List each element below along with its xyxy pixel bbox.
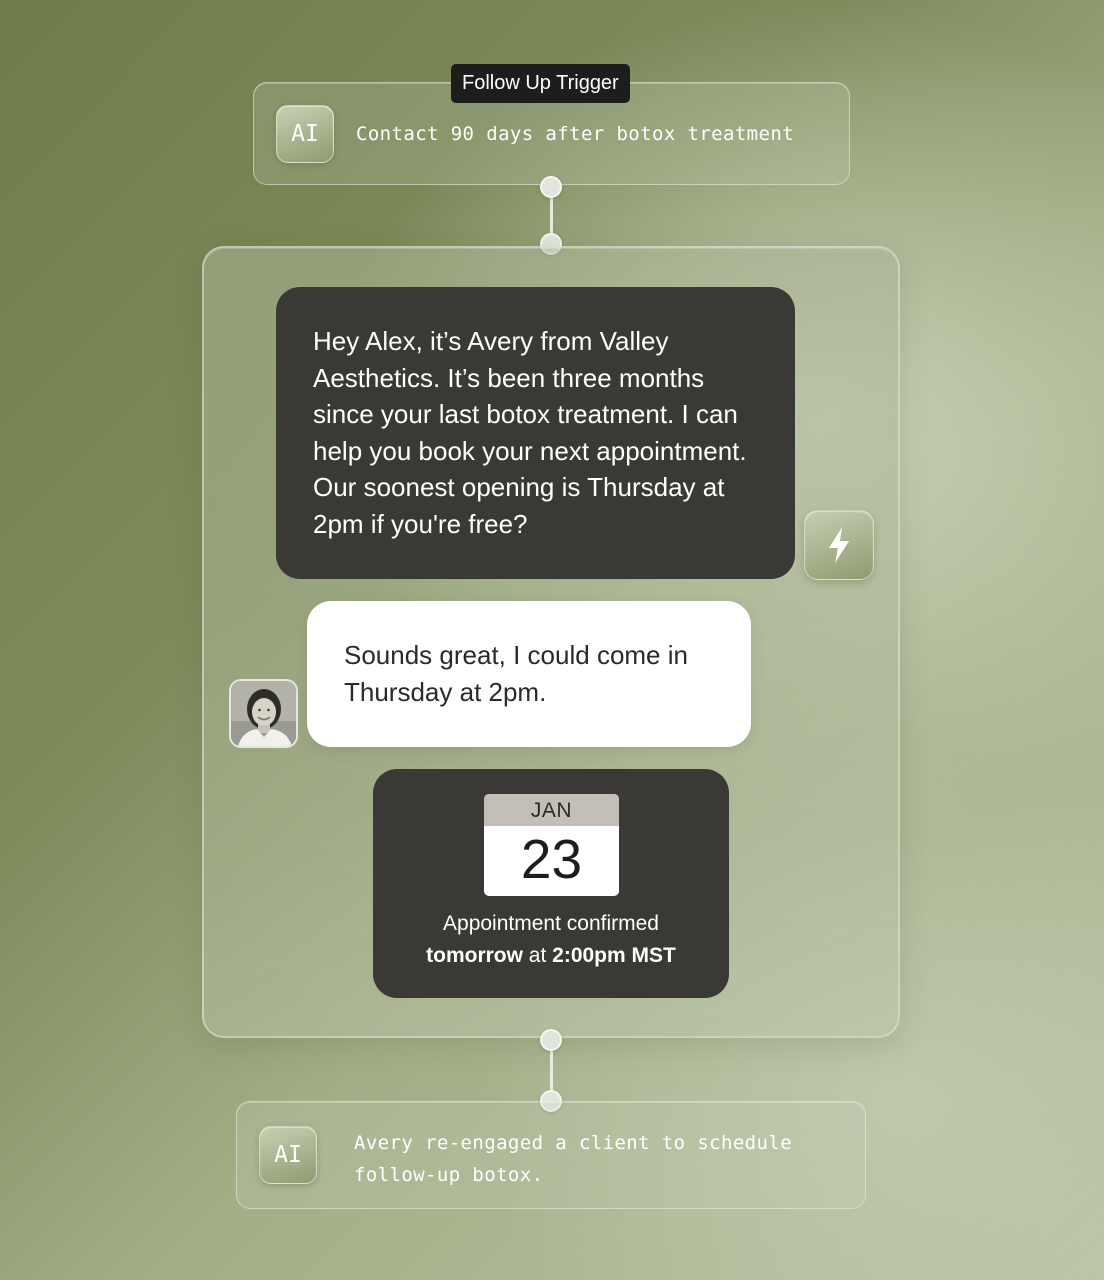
connector-dot <box>540 176 562 198</box>
agent-message-bubble: Hey Alex, it’s Avery from Valley Aesthetics. It’s been three months since your last botox treatment. I can help you book your next appointment. Our soonest opening is Thursday at 2pm if you're free? <box>276 287 795 579</box>
client-avatar <box>229 679 298 748</box>
ai-badge: AI <box>259 1126 317 1184</box>
client-message-bubble: Sounds great, I could come in Thursday at 2pm. <box>307 601 751 747</box>
trigger-text: Contact 90 days after botox treatment <box>356 123 795 145</box>
calendar-icon <box>484 794 619 896</box>
ai-badge: AI <box>276 105 334 163</box>
appointment-time: 2:00pm MST <box>552 944 676 967</box>
appointment-when: tomorrow <box>426 944 523 967</box>
lightning-bolt-icon <box>804 510 874 580</box>
appointment-status: Appointment confirmed <box>443 912 659 935</box>
calendar-day: 23 <box>520 828 583 890</box>
appointment-at: at <box>528 944 547 967</box>
result-text: Avery re-engaged a client to schedule follow-up botox. <box>354 1132 793 1186</box>
appointment-time-line <box>373 944 729 968</box>
connector-dot <box>540 1029 562 1051</box>
appointment-confirmation-card <box>373 769 729 998</box>
calendar-month: JAN <box>484 794 619 826</box>
result-card <box>236 1101 866 1209</box>
trigger-tag: Follow Up Trigger <box>451 64 630 103</box>
